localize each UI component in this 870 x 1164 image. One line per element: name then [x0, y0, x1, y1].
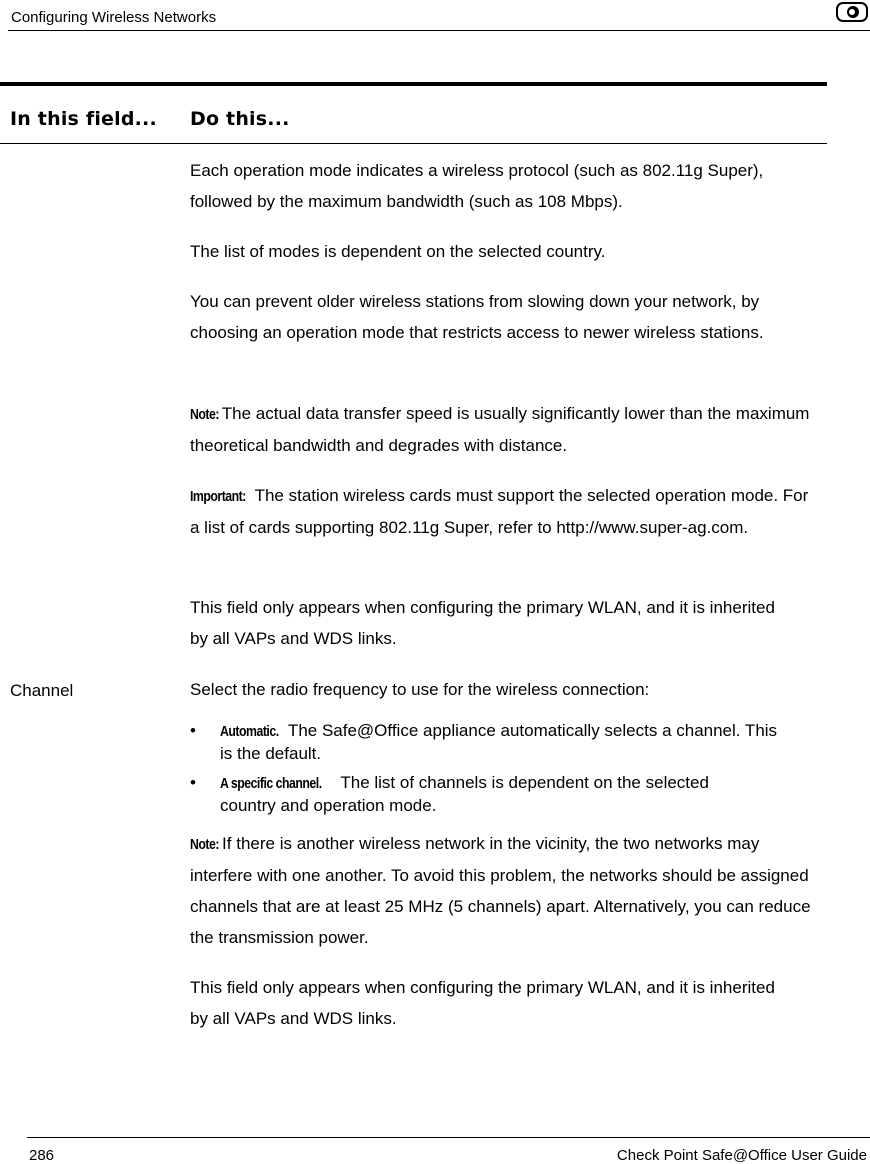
list-item — [190, 772, 750, 817]
bullet-text: The Safe@Office appliance automatically selects a channel. This is the default. — [220, 721, 778, 763]
column-header-field: In this field... — [10, 108, 157, 130]
paragraph: Select the radio frequency to use for the wireless connection: — [190, 680, 650, 699]
note-label: Note: — [190, 836, 219, 853]
note — [190, 828, 820, 953]
paragraph: You can prevent older wireless stations from slowing down your network, by choosing an operation mode that restricts access to newer wireless stations. — [190, 292, 764, 342]
important-text: The station wireless cards must support the selected operation mode. For a list of cards supporting 802.11g Super, refer to http://www.super-ag.com. — [190, 486, 809, 537]
header-rule — [0, 143, 827, 144]
page-header — [8, 0, 870, 31]
bullet-text: The list of channels is dependent on the selected country and operation mode. — [220, 773, 709, 815]
paragraph: This field only appears when configuring the primary WLAN, and it is inherited by all VAPs and WDS links. — [190, 978, 775, 1028]
table-top-rule — [0, 82, 827, 86]
column-header-action: Do this... — [190, 108, 290, 130]
paragraph: The list of modes is dependent on the selected country. — [190, 242, 606, 261]
list-item — [190, 720, 780, 765]
note-label: Note: — [190, 406, 219, 423]
page-footer — [27, 1137, 870, 1164]
note — [190, 398, 810, 461]
bullet-icon: • — [190, 773, 196, 792]
important-note — [190, 480, 810, 543]
paragraph: This field only appears when configuring the primary WLAN, and it is inherited by all VAPs and WDS links. — [190, 598, 775, 648]
bullet-icon: • — [190, 721, 196, 740]
bullet-label: A specific channel. — [220, 775, 322, 792]
page-number: 286 — [29, 1147, 55, 1164]
header-title: Configuring Wireless Networks — [11, 9, 217, 26]
check-point-logo-icon — [836, 2, 868, 22]
bullet-label: Automatic. — [220, 723, 279, 740]
field-label-channel: Channel — [10, 681, 74, 700]
important-label: Important: — [190, 488, 246, 505]
paragraph: Each operation mode indicates a wireless protocol (such as 802.11g Super), followed by the maximum bandwidth (such as 108 Mbps). — [190, 161, 764, 211]
note-text: If there is another wireless network in the vicinity, the two networks may interfere with one another. To avoid this problem, the networks should be assigned channels that are at least 25 MHz (5 channels) apart. Alternatively, you can reduce the transmission power. — [190, 834, 811, 947]
note-text: The actual data transfer speed is usually significantly lower than the maximum theoretical bandwidth and degrades with distance. — [190, 404, 810, 455]
guide-title: Check Point Safe@Office User Guide — [616, 1147, 867, 1164]
